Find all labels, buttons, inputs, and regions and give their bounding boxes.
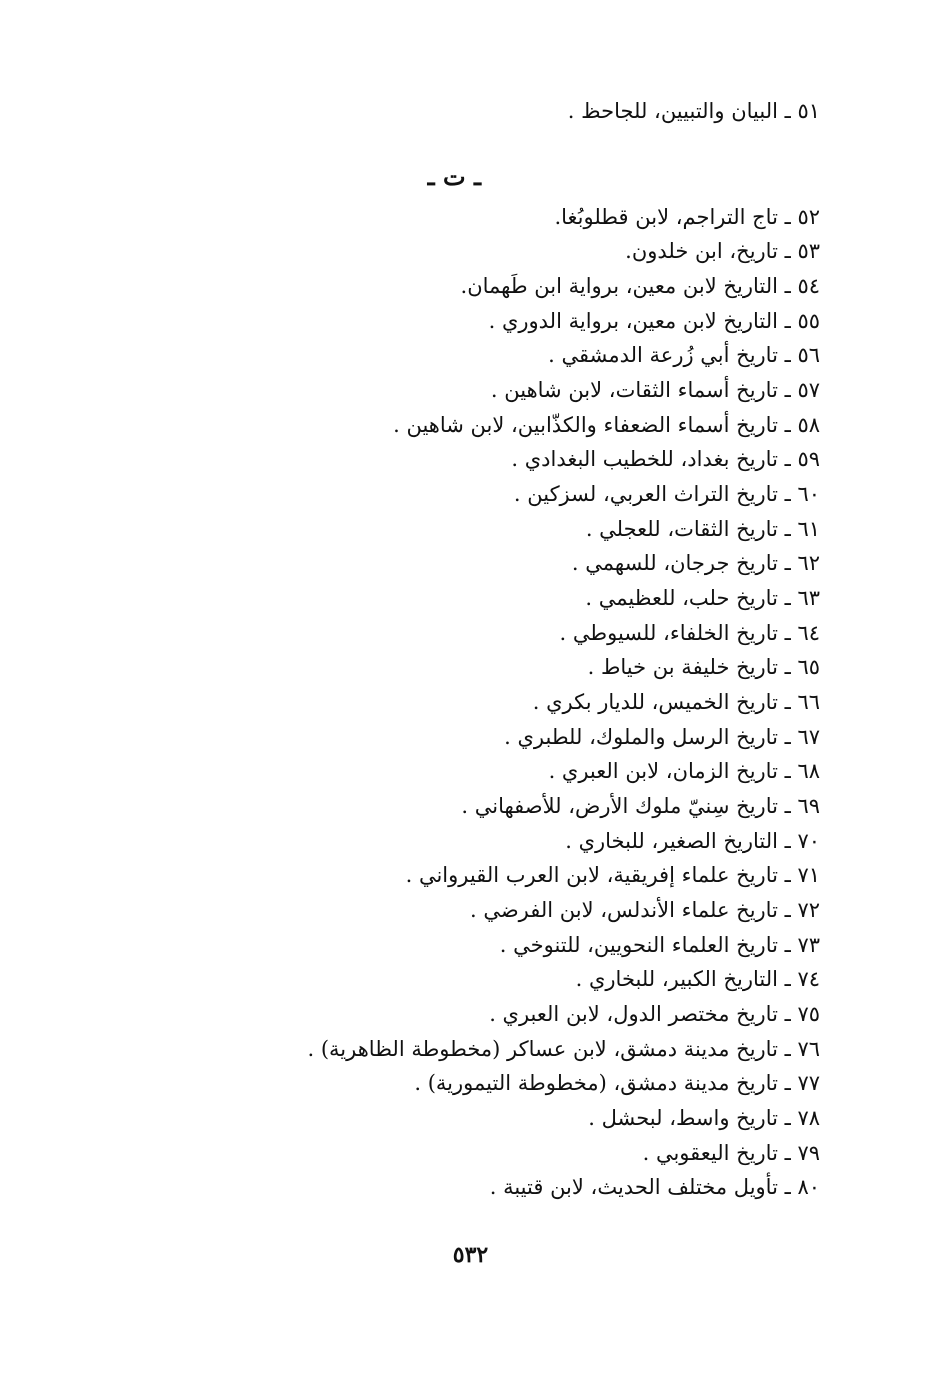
bibliography-entry: ٨٠ ـ تأويل مختلف الحديث، لابن قتيبة . [489,1175,820,1199]
bibliography-entry-51: ٥١ ـ البيان والتبيين، للجاحظ . [567,99,820,123]
bibliography-entry: ٦٧ ـ تاريخ الرسل والملوك، للطبري . [504,725,820,749]
bibliography-entry: ٧٣ ـ تاريخ العلماء النحويين، للتنوخي . [499,933,820,957]
bibliography-entry: ٦٥ ـ تاريخ خليفة بن خياط . [587,655,820,679]
bibliography-entry: ٥٨ ـ تاريخ أسماء الضعفاء والكذّابين، لابن شاهين . [393,413,820,437]
page-number: ٥٣٢ [452,1242,489,1268]
bibliography-entry: ٦٢ ـ تاريخ جرجان، للسهمي . [571,551,820,575]
bibliography-entry: ٥٩ ـ تاريخ بغداد، للخطيب البغدادي . [511,447,820,471]
bibliography-entry: ٧١ ـ تاريخ علماء إفريقية، لابن العرب القيرواني . [405,863,820,887]
bibliography-entry: ٧٢ ـ تاريخ علماء الأندلس، لابن الفرضي . [469,898,820,922]
bibliography-entry: ٥٢ ـ تاج التراجم، لابن قطلوبُغا. [554,205,820,229]
bibliography-entry: ٦٣ ـ تاريخ حلب، للعظيمي . [585,586,820,610]
bibliography-entry: ٥٥ ـ التاريخ لابن معين، برواية الدوري . [488,309,820,333]
bibliography-entry: ٧٧ ـ تاريخ مدينة دمشق، (مخطوطة التيمورية) . [414,1071,820,1095]
bibliography-entry: ٧٠ ـ التاريخ الصغير، للبخاري . [565,829,820,853]
section-heading: ـ ت ـ [427,162,481,191]
bibliography-entry: ٧٦ ـ تاريخ مدينة دمشق، لابن عساكر (مخطوطة الظاهرية) . [307,1037,820,1061]
bibliography-entry: ٧٤ ـ التاريخ الكبير، للبخاري . [575,967,820,991]
bibliography-entry: ٥٧ ـ تاريخ أسماء الثقات، لابن شاهين . [490,378,820,402]
bibliography-entry: ٧٥ ـ تاريخ مختصر الدول، لابن العبري . [489,1002,820,1026]
bibliography-entry: ٦٤ ـ تاريخ الخلفاء، للسيوطي . [559,621,820,645]
bibliography-entry: ٦٦ ـ تاريخ الخميس، للديار بكري . [532,690,820,714]
bibliography-entry: ٥٦ ـ تاريخ أبي زُرعة الدمشقي . [548,343,820,367]
bibliography-entry: ٦٨ ـ تاريخ الزمان، لابن العبري . [548,759,820,783]
bibliography-entry: ٧٩ ـ تاريخ اليعقوبي . [642,1141,820,1165]
bibliography-entry: ٧٨ ـ تاريخ واسط، لبحشل . [588,1106,820,1130]
bibliography-entry: ٦٠ ـ تاريخ التراث العربي، لسزكين . [513,482,820,506]
bibliography-entry: ٥٤ ـ التاريخ لابن معين، برواية ابن طَهمان. [460,274,820,298]
bibliography-entry: ٦٩ ـ تاريخ سِنيّ ملوك الأرض، للأصفهاني . [461,794,820,818]
bibliography-entry: ٦١ ـ تاريخ الثقات، للعجلي . [585,517,820,541]
bibliography-entry: ٥٣ ـ تاريخ، ابن خلدون. [625,239,820,263]
